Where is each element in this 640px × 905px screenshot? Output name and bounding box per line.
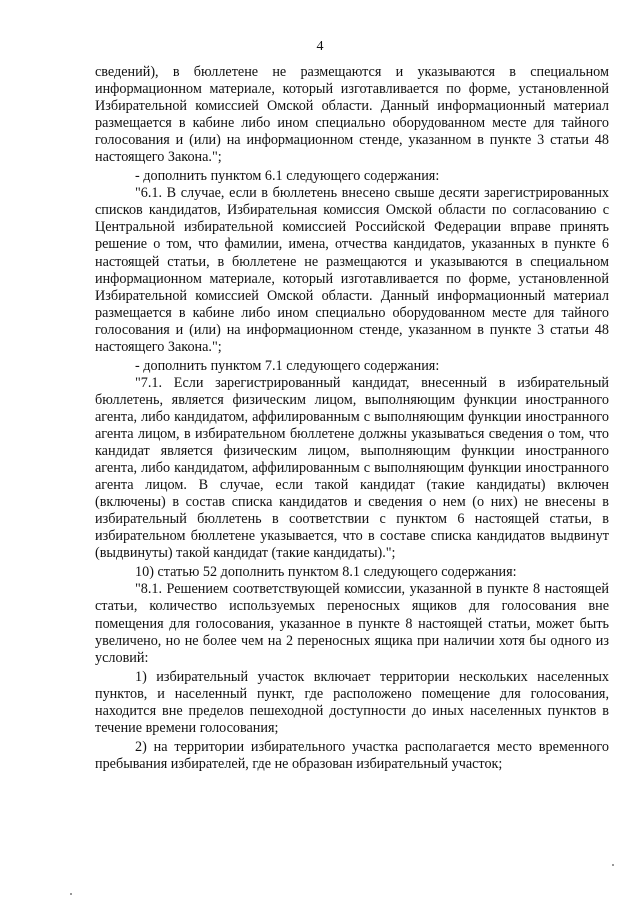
paragraph-continuation: сведений), в бюллетене не размещаются и указываются в специальном информационном материале, который изготавливается по форме, установленной Избирательной комиссией Омской области. Данный информационный материал размещается в кабине либо ином специально оборудованном месте для тайного голосования и (или) на информационном стенде, указанном в пункте 3 статьи 48 настоящего Закона."; xyxy=(95,64,609,166)
clause-6-1: "6.1. В случае, если в бюллетень внесено свыше десяти зарегистрированных списков кандидатов, Избирательная комиссия Омской области по согласованию с Центральной избирательной комиссией Российской Федерации вправе принять решение о том, что фамилии, имена, отчества кандидатов, указанных в пункте 6 настоящей статьи, в бюллетене не размещаются и указываются в специальном информационном материале, который изготавливается по форме, установленной Избирательной комиссией Омской области. Данный информационный материал размещается в кабине либо ином специально оборудованном месте для тайного голосования и (или) на информационном стенде, указанном в пункте 3 статьи 48 настоящего Закона."; xyxy=(95,185,609,355)
condition-2: 2) на территории избирательного участка располагается место временного пребывания избирателей, где не образован избирательный участок; xyxy=(95,738,609,772)
clause-8-1: "8.1. Решением соответствующей комиссии, указанной в пункте 8 настоящей статьи, количество используемых переносных ящиков для голосования вне помещения для голосования, указанное в пункте 8 настоящей статьи, может быть увеличено, но не более чем на 2 переносных ящика при наличии хотя бы одного из условий: xyxy=(95,581,609,666)
condition-1: 1) избирательный участок включает территории нескольких населенных пунктов, и населенный пункт, где расположено помещение для голосования, находится вне пределов пешеходной доступности до иных населенных пунктов в течение времени голосования; xyxy=(95,668,609,736)
amendment-instruction-7-1: - дополнить пунктом 7.1 следующего содержания: xyxy=(135,357,440,374)
scan-speck xyxy=(612,864,614,866)
scan-speck xyxy=(70,893,72,895)
document-body xyxy=(95,64,609,773)
page-number: 4 xyxy=(316,39,324,54)
amendment-item-10: 10) статью 52 дополнить пунктом 8.1 следующего содержания: xyxy=(135,564,517,581)
clause-7-1: "7.1. Если зарегистрированный кандидат, внесенный в избирательный бюллетень, является физическим лицом, выполняющим функции иностранного агента, либо кандидатом, аффилированным с выполняющим функции иностранного агента лицом, в избирательном бюллетене должны указываться сведения о том, что кандидат является физическим лицом, выполняющим функции иностранного агента, либо кандидатом, аффилированным с выполняющим функции иностранного агента лицом. В случае, если такой кандидат (такие кандидаты) включен (включены) в состав списка кандидатов и сведения о нем (о них) не внесены в избирательный бюллетень в соответствии с пунктом 6 настоящей статьи, в избирательном бюллетене указывается, что в составе списка кандидатов выдвинут (выдвинуты) такой кандидат (такие кандидаты)."; xyxy=(95,374,609,562)
amendment-instruction-6-1: - дополнить пунктом 6.1 следующего содержания: xyxy=(135,168,440,185)
